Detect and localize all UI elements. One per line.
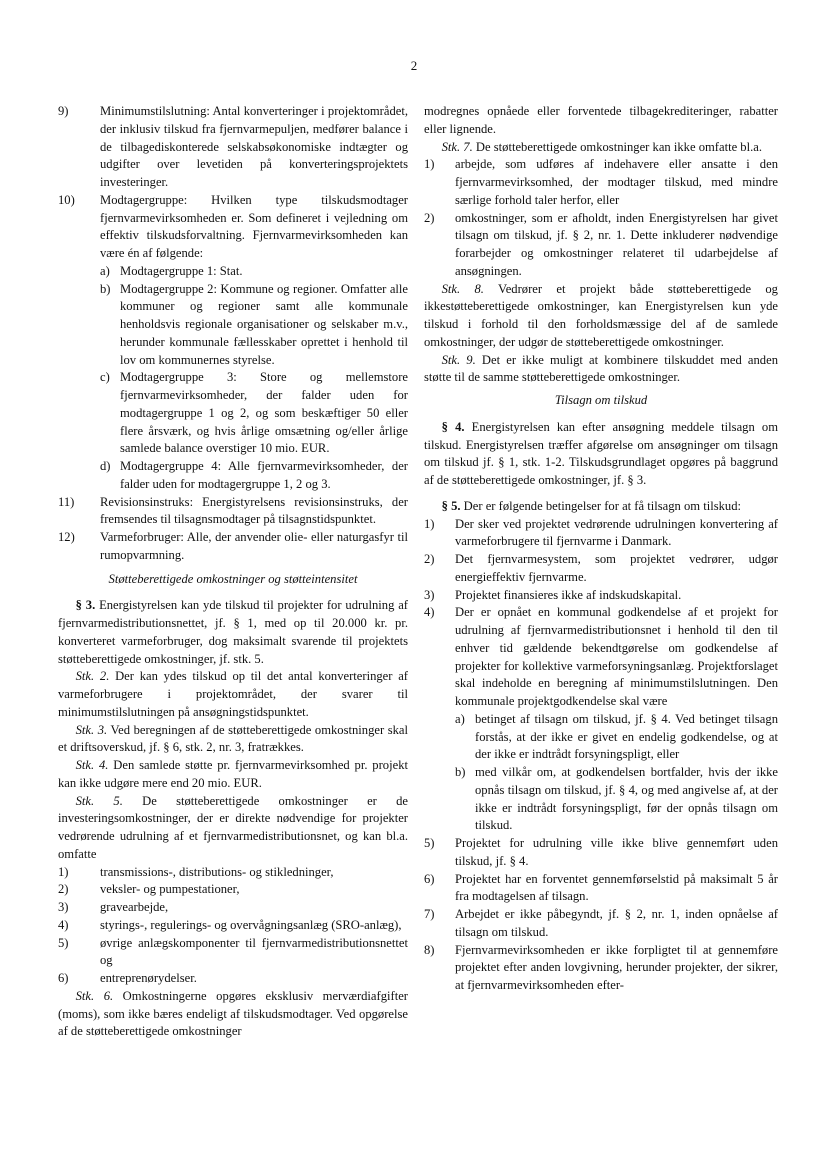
sub-item-text: Modtagergruppe 4: Alle fjernvarmevirksomheder, der falder uden for modtagergruppe 1, 2 og 3.	[120, 459, 408, 491]
item-number: 5)	[424, 836, 435, 850]
definition-item	[58, 103, 408, 192]
item-text: Projektet for udrulning ville ikke blive gennemført uden tilskud, jf. § 4.	[455, 836, 778, 868]
list-item	[424, 551, 778, 587]
stk-label: Stk. 2.	[75, 669, 110, 684]
item-number: 9)	[58, 104, 69, 118]
stk-label: Stk. 6.	[75, 988, 114, 1003]
list-item	[424, 210, 778, 281]
item-text: Fjernvarmevirksomheden er ikke forpligtet til at gennemføre projektet efter anden lovgivning, herunder projekter, der sikrer, at fjernvarmevirksomheden efter-	[455, 942, 778, 992]
stk-label: Stk. 5.	[75, 793, 123, 808]
list-item	[424, 156, 778, 209]
list-item	[58, 881, 408, 899]
item-number: 1)	[58, 864, 69, 879]
paragraph-text: Vedrører et projekt både støtteberettigede og ikkestøtteberettigede omkostninger, kan Energistyrelsen kun yde tilskud i forhold til den forholdsmæssige del af de samlede omkostninger, der udgør de støtteberettigede omkostninger.	[424, 281, 778, 349]
item-text: gravearbejde,	[100, 900, 169, 914]
sub-item-text: Modtagergruppe 3: Store og mellemstore fjernvarmevirksomheder, der falder uden for modtagergruppe 1 og 2, og som beskæftiger 50 eller flere årsværk, og hvis årlige omsætning og/eller årlige samlede balance overstiger 10 mio. EUR.	[120, 370, 408, 456]
paragraph-continuation: modregnes opnåede eller forventede tilbagekrediteringer, rabatter eller lignende.	[424, 104, 778, 136]
item-text: styrings-, regulerings- og overvågningsanlæg (SRO-anlæg),	[100, 917, 402, 932]
list-item	[424, 871, 778, 907]
definition-item	[58, 529, 408, 565]
sub-item	[455, 711, 778, 764]
sub-item-letter: a)	[100, 263, 110, 278]
item-number: 11)	[58, 494, 75, 509]
list-item	[424, 906, 778, 942]
item-text: Arbejdet er ikke påbegyndt, jf. § 2, nr. 1, inden opnåelse af tilsagn om tilskud.	[455, 907, 778, 939]
sub-item-text: betinget af tilsagn om tilskud, jf. § 4. Ved betinget tilsagn forstås, at der ikke er givet en endelig godkendelse, og at der ikke er indtrådt forsyningspligt, eller	[475, 711, 778, 762]
list-item	[424, 604, 778, 835]
left-column	[58, 103, 408, 1041]
paragraph-text: Energistyrelsen kan yde tilskud til projekter for udrulning af fjernvarmedistributionsnettet, jf. § 1, med op til 20.000 kr. pr. konverteret varmeforbruger, dog maksimalt svarende til projektets støtteberettigede omkostninger, jf. stk. 5.	[58, 598, 408, 666]
definition-item	[58, 192, 408, 494]
section-mark: § 5.	[441, 498, 461, 513]
item-number: 1)	[424, 516, 435, 531]
right-column	[424, 103, 778, 995]
item-text: Revisionsinstruks: Energistyrelsens revisionsinstruks, der fremsendes til tilsagnsmodtager på tilsagnstidspunktet.	[100, 494, 408, 527]
paragraph-stk6	[58, 988, 408, 1041]
list-item	[58, 864, 408, 882]
sub-item	[100, 458, 408, 494]
sub-item-text: med vilkår om, at godkendelsen bortfalder, hvis der ikke opnås tilsagn om tilskud, jf. § 4, og med angivelse af, at der ikke er indtrådt forsyningspligt, før der opnås tilsagn om tilskud.	[475, 765, 778, 833]
paragraph-text: Det er ikke muligt at kombinere tilskuddet med anden støtte til de samme støtteberettigede omkostninger.	[424, 352, 778, 385]
paragraph-stk5	[58, 793, 408, 864]
item-number: 12)	[58, 530, 75, 544]
item-number: 2)	[424, 210, 435, 225]
stk-label: Stk. 7.	[441, 139, 473, 154]
item-text: øvrige anlægskomponenter til fjernvarmedistributionsnettet og	[100, 935, 408, 968]
section-heading: Tilsagn om tilskud	[554, 393, 648, 407]
sub-item-letter: c)	[100, 370, 110, 385]
sub-item-letter: b)	[455, 765, 466, 779]
sub-item	[100, 369, 408, 458]
item-number: 8)	[424, 942, 435, 957]
paragraph-stk9	[424, 352, 778, 388]
sub-item-letter: b)	[100, 281, 111, 296]
item-number: 3)	[424, 587, 435, 602]
item-text: transmissions-, distributions- og stikledninger,	[100, 864, 334, 879]
paragraph-stk4	[58, 757, 408, 793]
sub-item-text: Modtagergruppe 2: Kommune og regioner. Omfatter alle kommuner og regioner samt alle kommunale henholdsvis regionale organisationer og selskaber m.v., herunder kommunale fællesskaber oprettet i henhold til lov om kommunernes styrelse.	[120, 281, 408, 367]
item-number: 7)	[424, 907, 435, 921]
sub-item	[100, 281, 408, 370]
item-text: Der er opnået en kommunal godkendelse af et projekt for udrulning af fjernvarmedistributionsnet i henhold til den til enhver tid gældende bekendtgørelse om godkendelse af projekter for kollektive varmeforsyningsanlæg. Projektforslaget skal indeholde en beregning af minimumstilslutningen. Den kommunale projektgodkendelse skal være	[455, 605, 778, 708]
sub-item	[100, 263, 408, 281]
list-item	[424, 587, 778, 605]
paragraph-s4	[424, 419, 778, 490]
sub-item-text: Modtagergruppe 1: Stat.	[120, 263, 243, 278]
section-mark: § 3.	[75, 598, 96, 613]
item-number: 6)	[424, 871, 435, 886]
page-number: 2	[410, 58, 418, 73]
list-item	[424, 942, 778, 995]
item-text: arbejde, som udføres af indehavere eller ansatte i den fjernvarmevirksomhed, der modtager tilskud, med mindre særlige forhold taler herfor, eller	[455, 157, 778, 207]
list-item	[58, 935, 408, 971]
item-text: Modtagergruppe: Hvilken type tilskudsmodtager fjernvarmevirksomheden er. Som defineret i vejledning om effektiv tilskudsforvaltning. Fjernvarmevirksomheden kan være én af følgende:	[100, 192, 408, 260]
item-number: 2)	[58, 882, 69, 897]
list-item	[424, 835, 778, 871]
list-item	[424, 516, 778, 552]
stk-label: Stk. 8.	[441, 281, 484, 296]
list-item	[58, 970, 408, 988]
sub-item	[455, 764, 778, 835]
paragraph-text: Omkostningerne opgøres eksklusiv merværdiafgifter (moms), som ikke bæres endeligt af tilskudsmodtager. Ved opgørelse af de støtteberettigede omkostninger	[58, 988, 408, 1039]
item-number: 4)	[58, 917, 69, 932]
section-mark: § 4.	[441, 419, 465, 434]
item-body	[455, 604, 778, 835]
paragraph-stk2	[58, 668, 408, 721]
item-number: 10)	[58, 192, 75, 207]
item-body	[100, 192, 408, 494]
stk-label: Stk. 9.	[441, 352, 476, 367]
paragraph-text: Den samlede støtte pr. fjernvarmevirksomhed pr. projekt kan ikke udgøre mere end 20 mio. EUR.	[58, 758, 408, 790]
item-text: Varmeforbruger: Alle, der anvender olie- eller naturgasfyr til rumopvarmning.	[100, 530, 408, 562]
paragraph-s5	[424, 498, 778, 516]
item-text: Det fjernvarmesystem, som projektet vedrører, udgør energieffektiv fjernvarme.	[455, 552, 778, 584]
paragraph-text: De støtteberettigede omkostninger kan ikke omfatte bl.a.	[472, 139, 762, 154]
paragraph-stk3	[58, 722, 408, 758]
paragraph-s3	[58, 597, 408, 668]
item-text: Minimumstilslutning: Antal konverteringer i projektområdet, der inklusiv tilskud fra fjernvarmepuljen, medfører balance i de tilbagediskonterede selskabsøkonomiske indtægter og udgifter over levetiden på konverteringsprojektets investeringer.	[100, 104, 408, 189]
paragraph-stk7	[424, 139, 778, 157]
sub-item-letter: d)	[100, 459, 111, 473]
section-heading: Støtteberettigede omkostninger og støtteintensitet	[108, 571, 358, 586]
item-text: Projektet finansieres ikke af indskudskapital.	[455, 587, 682, 602]
item-text: Projektet har en forventet gennemførselstid på maksimalt 5 år fra modtagelsen af tilsagn.	[455, 871, 778, 904]
item-number: 4)	[424, 605, 435, 620]
paragraph-stk8	[424, 281, 778, 352]
stk-label: Stk. 3.	[75, 722, 108, 737]
paragraph-text: De støtteberettigede omkostninger er de investeringsomkostninger, der er direkte nødvendige for projekter vedrørende udrulning af et fjernvarmedistributionsnet, og kan bl.a. omfatte	[58, 793, 408, 861]
item-number: 5)	[58, 935, 69, 950]
item-number: 3)	[58, 900, 69, 914]
definition-item	[58, 494, 408, 530]
stk-label: Stk. 4.	[75, 758, 109, 772]
list-item	[58, 917, 408, 935]
item-text: entreprenørydelser.	[100, 971, 197, 985]
item-text: Der sker ved projektet vedrørende udrulningen konvertering af varmeforbrugere til fjernvarme i Danmark.	[455, 516, 778, 549]
paragraph-text: Energistyrelsen kan efter ansøgning meddele tilsagn om tilskud. Energistyrelsen træffer afgørelse om ansøgninger om tilsagn om tilskud jf. § 1, stk. 1-2. Tilskudsgrundlaget opgøres på baggrund af de støtteberettigede omkostninger, jf. § 3.	[424, 419, 779, 487]
item-number: 6)	[58, 971, 69, 985]
item-number: 1)	[424, 157, 435, 172]
paragraph-text: Ved beregningen af de støtteberettigede omkostninger skal et driftsoverskud, jf. § 6, stk. 2, nr. 3, fratrækkes.	[58, 722, 408, 755]
item-number: 2)	[424, 552, 435, 566]
paragraph-text: Der kan ydes tilskud op til det antal konverteringer af varmeforbrugere i projektområdet, der svarer til minimumstilslutningen på ansøgningstidspunktet.	[58, 669, 408, 719]
list-item	[58, 899, 408, 917]
sub-item-letter: a)	[455, 711, 465, 726]
item-text: omkostninger, som er afholdt, inden Energistyrelsen har givet tilsagn om tilskud, jf. § 2, nr. 1. Dette inkluderer nødvendige forarbejder og omkostninger relateret til udarbejdelse af ansøgningen.	[455, 210, 778, 278]
item-text: veksler- og pumpestationer,	[100, 882, 240, 897]
paragraph-text: Der er følgende betingelser for at få tilsagn om tilskud:	[460, 498, 741, 513]
